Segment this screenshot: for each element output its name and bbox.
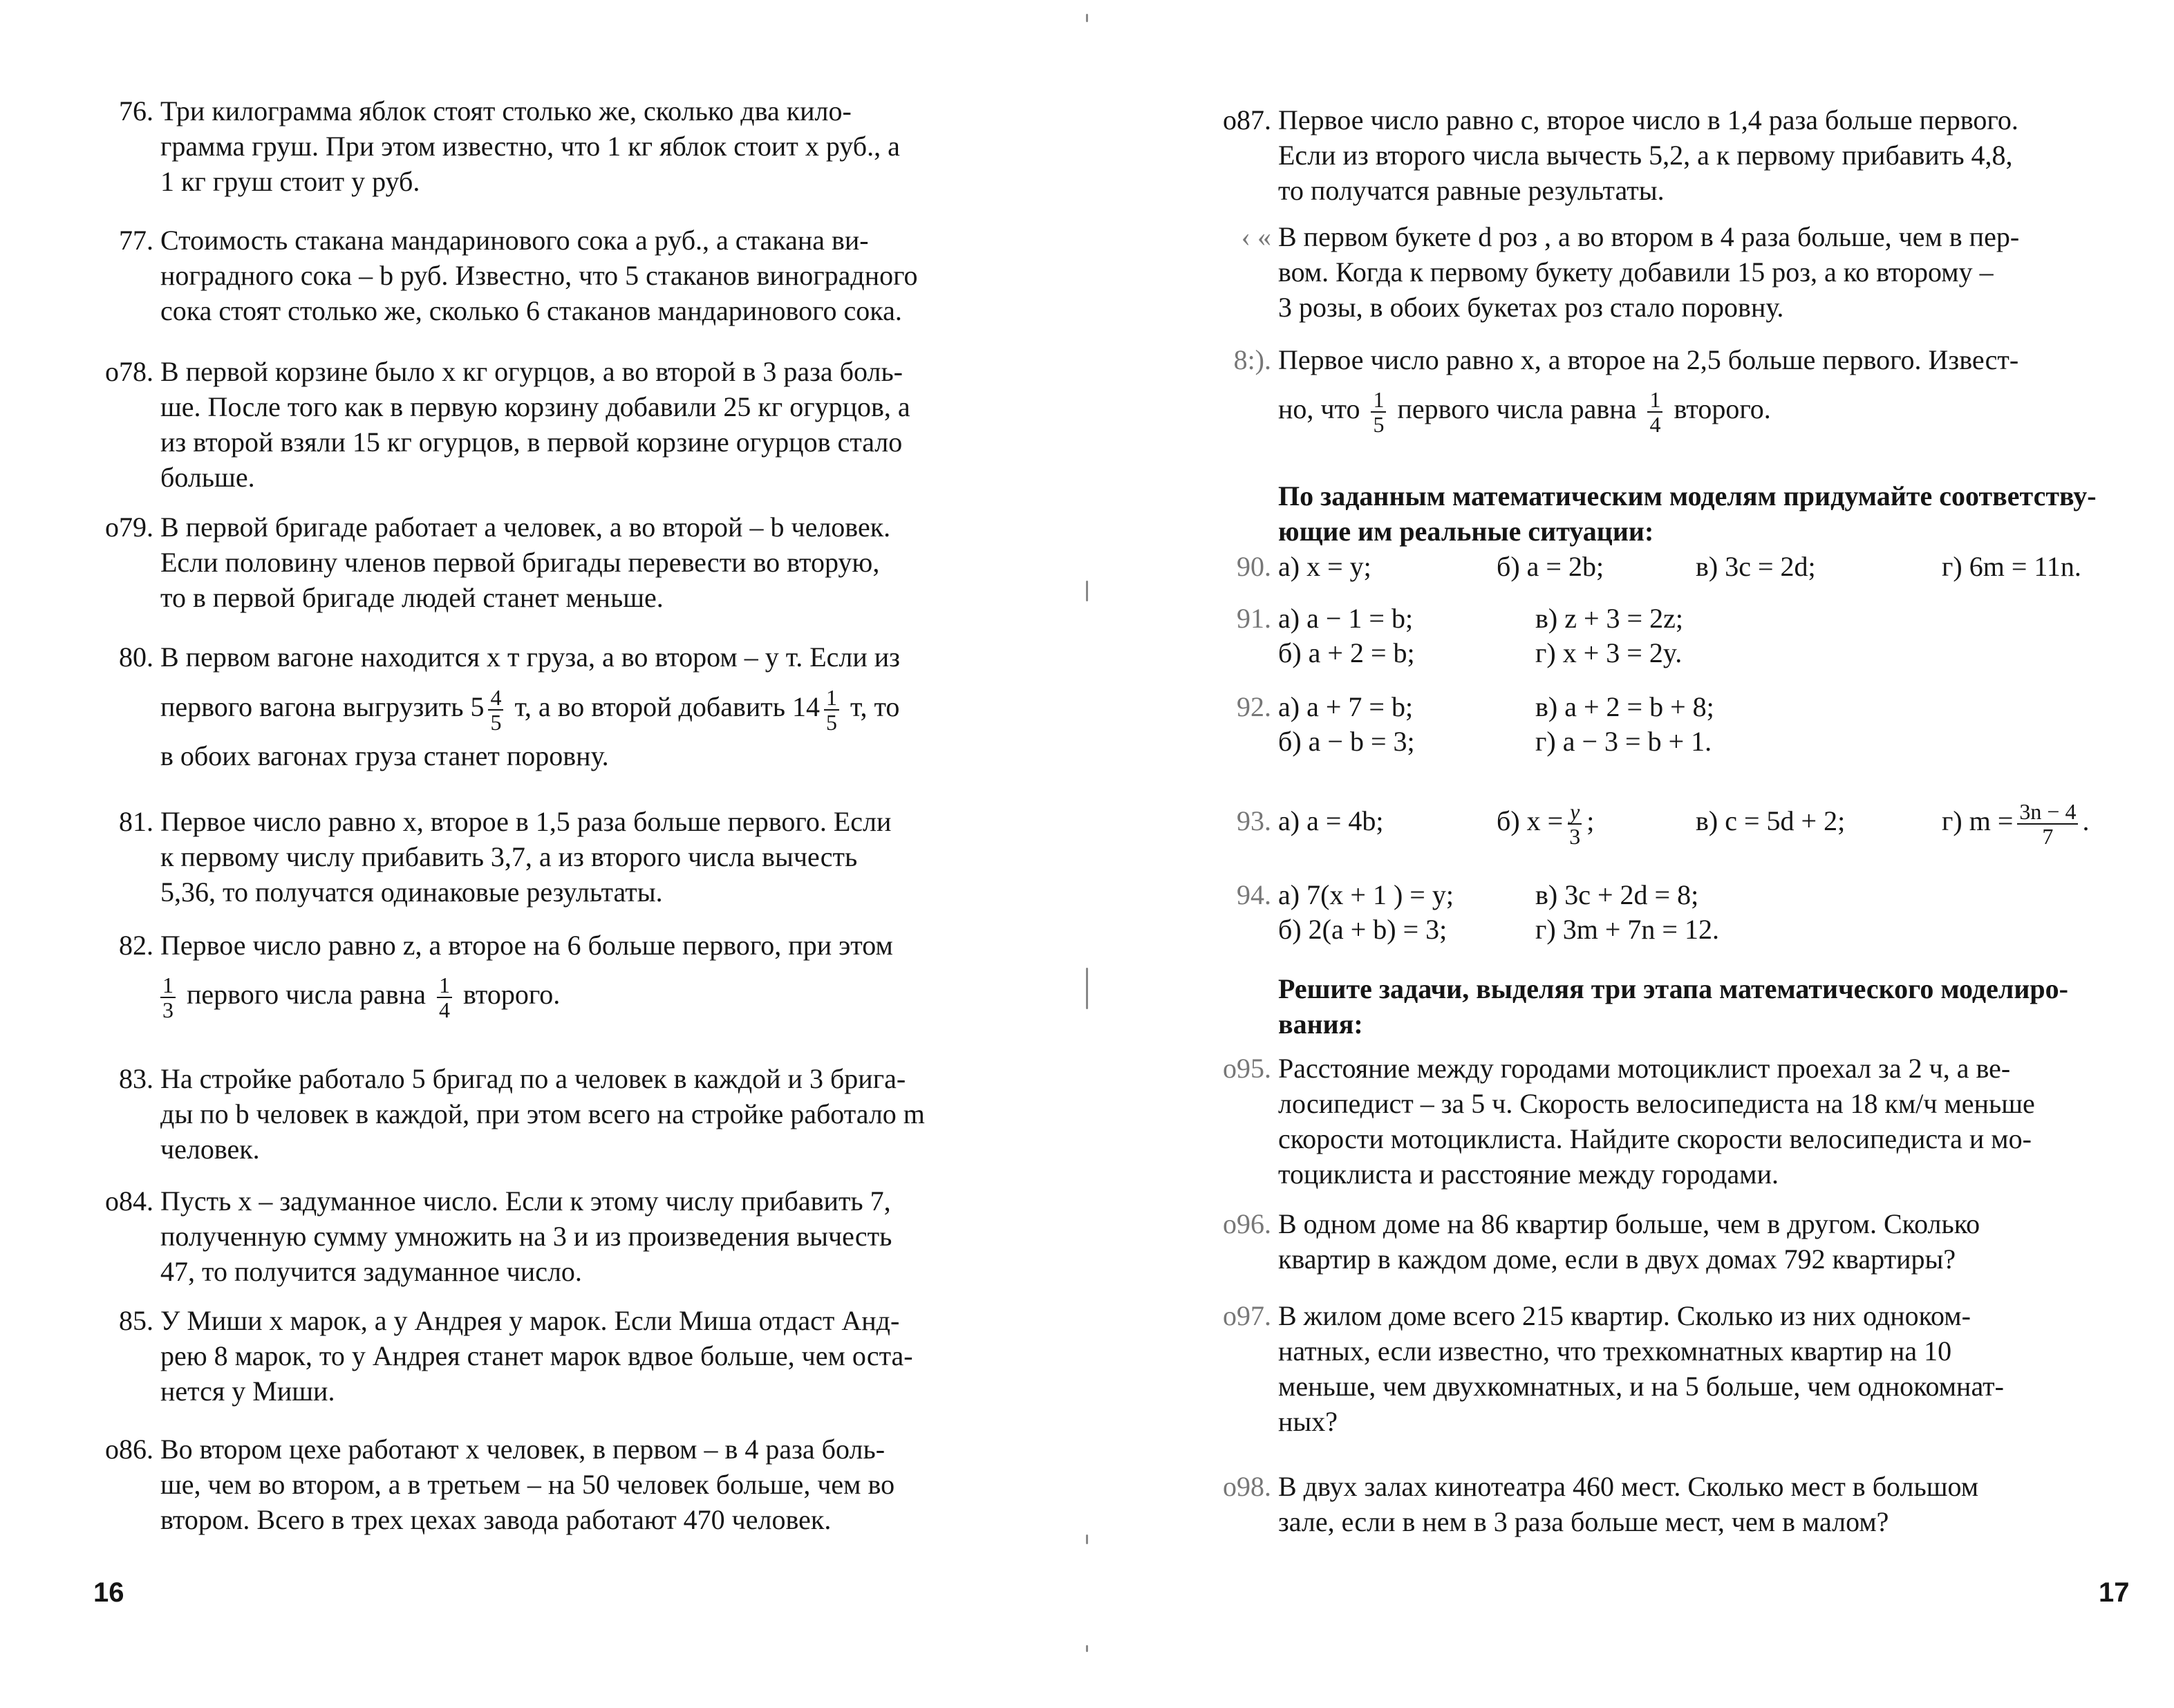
problem-number: ‹ « bbox=[1241, 221, 1271, 252]
equation-b: б) a − b = 3; bbox=[1278, 726, 1415, 757]
equation-b bbox=[1497, 794, 1594, 849]
problem-text-line: зале, если в нем в 3 раза больше мест, чем в малом? bbox=[1278, 1506, 1889, 1537]
fraction-denominator: 5 bbox=[826, 709, 837, 735]
problem-number: 8:). bbox=[1233, 344, 1271, 375]
exercise-91 bbox=[1237, 601, 2149, 670]
equation-c: в) c = 5d + 2; bbox=[1696, 805, 1846, 836]
problem-number: 90. bbox=[1237, 551, 1271, 582]
problem-79 bbox=[105, 509, 1024, 615]
problem-85 bbox=[119, 1303, 1024, 1409]
fraction-numerator: y bbox=[1568, 800, 1582, 825]
equation-c: в) z + 3 = 2z; bbox=[1535, 603, 1683, 634]
problem-80 bbox=[119, 639, 1024, 773]
equation-b: б) a + 2 = b; bbox=[1278, 637, 1415, 668]
instruction-line: По заданным математическим моделям придумайте соответству- bbox=[1278, 480, 2097, 512]
page-number: 17 bbox=[2099, 1577, 2130, 1608]
problem-text-line: У Миши x марок, а у Андрея y марок. Если Миша отдаст Анд- bbox=[160, 1305, 900, 1336]
exercise-94 bbox=[1237, 878, 2149, 947]
fraction-denominator: 7 bbox=[2042, 823, 2054, 849]
equation-a: а) a = 4b; bbox=[1278, 805, 1384, 836]
problem-number: 83. bbox=[119, 1063, 153, 1094]
problem-text-line bbox=[160, 970, 1024, 1022]
problem-text-line: рею 8 марок, то у Андрея станет марок вдвое больше, чем оста- bbox=[160, 1340, 913, 1371]
problem-text-line bbox=[1278, 384, 2135, 436]
instruction-line: ющие им реальные ситуации: bbox=[1278, 516, 1654, 547]
problem-text-line: Если из второго числа вычесть 5,2, а к первому прибавить 4,8, bbox=[1278, 140, 2013, 171]
fraction bbox=[1567, 800, 1582, 848]
problem-text-line: В жилом доме всего 215 квартир. Сколько из них одноком- bbox=[1278, 1300, 1971, 1331]
instruction-line: вания: bbox=[1278, 1008, 1363, 1040]
fraction-denominator: 4 bbox=[438, 997, 450, 1022]
problem-number: о87. bbox=[1223, 104, 1271, 135]
fraction-numerator: 3n − 4 bbox=[2017, 800, 2078, 825]
problem-text-line: Если половину членов первой бригады перевести во вторую, bbox=[160, 547, 880, 578]
exercise-92 bbox=[1237, 690, 2149, 759]
problem-text-line: На стройке работало 5 бригад по a человек в каждой и 3 брига- bbox=[160, 1063, 906, 1094]
equation-d: г) a − 3 = b + 1. bbox=[1535, 726, 1712, 757]
problem-81 bbox=[119, 804, 1024, 910]
text-fragment: т, то bbox=[850, 691, 900, 722]
problem-number: о96. bbox=[1223, 1208, 1271, 1239]
problem-77 bbox=[119, 223, 1024, 328]
problem-text-line: из второй взяли 15 кг огурцов, в первой корзине огурцов стало bbox=[160, 426, 903, 458]
equation-d bbox=[1942, 794, 2089, 849]
fraction-denominator: 3 bbox=[1569, 823, 1581, 849]
problem-text-line: 5,36, то получатся одинаковые результаты. bbox=[160, 876, 663, 908]
problem-text-line: ных? bbox=[1278, 1406, 1338, 1437]
right-page bbox=[1087, 0, 2174, 1708]
fraction bbox=[1371, 388, 1386, 436]
problem-text-line: то в первой бригаде людей станет меньше. bbox=[160, 582, 664, 613]
problem-number: 76. bbox=[119, 95, 153, 126]
problem-text-line: Первое число равно x, а второе на 2,5 больше первого. Извест- bbox=[1278, 344, 2019, 375]
page-number: 16 bbox=[93, 1577, 124, 1608]
problem-number: о84. bbox=[105, 1185, 153, 1217]
fraction bbox=[824, 686, 839, 734]
equation-d: г) x + 3 = 2y. bbox=[1535, 637, 1683, 668]
fraction bbox=[2017, 800, 2078, 848]
problem-96 bbox=[1223, 1206, 2135, 1277]
problem-number: 92. bbox=[1237, 691, 1271, 722]
text-fragment: но, что bbox=[1278, 393, 1360, 424]
fraction-denominator: 3 bbox=[162, 997, 174, 1022]
fraction-numerator: 1 bbox=[824, 686, 839, 711]
problem-text-line: Три килограмма яблок стоят столько же, сколько два кило- bbox=[160, 95, 852, 126]
problem-text-line: полученную сумму умножить на 3 и из произведения вычесть bbox=[160, 1221, 892, 1252]
problem-76 bbox=[119, 93, 1024, 199]
problem-number: 81. bbox=[119, 806, 153, 837]
problem-number: о98. bbox=[1223, 1471, 1271, 1502]
problem-95 bbox=[1223, 1051, 2135, 1192]
problem-text-line bbox=[160, 683, 1024, 734]
fraction bbox=[437, 973, 452, 1022]
problem-number: о78. bbox=[105, 356, 153, 387]
problem-text-line: тоциклиста и расстояние между городами. bbox=[1278, 1158, 1779, 1190]
equation-b: б) 2(a + b) = 3; bbox=[1278, 914, 1447, 945]
problem-text-line: скорости мотоциклиста. Найдите скорости велосипедиста и мо- bbox=[1278, 1123, 2032, 1154]
equation-a: а) a + 7 = b; bbox=[1278, 691, 1414, 722]
text-fragment: т, а во второй добавить bbox=[514, 691, 785, 722]
fraction-denominator: 4 bbox=[1649, 411, 1661, 437]
fraction bbox=[488, 686, 503, 734]
problem-text-line: В первом букете d роз , а во втором в 4 раза больше, чем в пер- bbox=[1278, 221, 2020, 252]
problem-text-line: В первой бригаде работает a человек, а во второй – b человек. bbox=[160, 512, 891, 543]
problem-98 bbox=[1223, 1469, 2135, 1539]
problem-text-line: ды по b человек в каждой, при этом всего на стройке работало m bbox=[160, 1098, 925, 1129]
problem-97 bbox=[1223, 1298, 2135, 1439]
problem-number: 91. bbox=[1237, 603, 1271, 634]
problem-number: о95. bbox=[1223, 1053, 1271, 1084]
section-instruction-models bbox=[1278, 478, 2135, 549]
equation-b: б) a = 2b; bbox=[1497, 551, 1604, 582]
equation-c: в) 3c + 2d = 8; bbox=[1535, 879, 1699, 910]
fraction-numerator: 1 bbox=[437, 973, 452, 998]
problem-78 bbox=[105, 354, 1024, 495]
problem-88 bbox=[1241, 219, 2135, 325]
text-fragment: первого числа равна bbox=[187, 979, 426, 1010]
problem-text-line: Стоимость стакана мандаринового сока a руб., а стакана ви- bbox=[160, 225, 869, 256]
section-instruction-modeling bbox=[1278, 971, 2135, 1042]
problem-text-line: лосипедист – за 5 ч. Скорость велосипедиста на 18 км/ч меньше bbox=[1278, 1088, 2035, 1119]
text-fragment: г) m = bbox=[1942, 805, 2014, 836]
problem-number: 80. bbox=[119, 641, 153, 673]
fraction-denominator: 5 bbox=[1373, 411, 1385, 437]
problem-number: 94. bbox=[1237, 879, 1271, 910]
problem-number: 93. bbox=[1237, 805, 1271, 836]
problem-text-line: Во втором цехе работают x человек, в первом – в 4 раза боль- bbox=[160, 1434, 885, 1465]
problem-text-line: Первое число равно c, второе число в 1,4 раза больше первого. bbox=[1278, 104, 2018, 135]
problem-text-line: 1 кг груш стоит y руб. bbox=[160, 166, 420, 197]
problem-87 bbox=[1223, 102, 2135, 208]
problem-text-line: В первой корзине было x кг огурцов, а во второй в 3 раза боль- bbox=[160, 356, 903, 387]
problem-text-line: Первое число равно z, а второе на 6 больше первого, при этом bbox=[160, 930, 893, 961]
problem-text-line: 47, то получится задуманное число. bbox=[160, 1256, 582, 1287]
fraction-numerator: 4 bbox=[488, 686, 503, 711]
problem-text-line: меньше, чем двухкомнатных, и на 5 больше, чем однокомнат- bbox=[1278, 1371, 2004, 1402]
problem-text-line: нется у Миши. bbox=[160, 1376, 335, 1407]
problem-text-line: человек. bbox=[160, 1134, 260, 1165]
problem-text-line: сока стоят столько же, сколько 6 стаканов мандаринового сока. bbox=[160, 295, 902, 326]
problem-text-line: Расстояние между городами мотоциклист проехал за 2 ч, а ве- bbox=[1278, 1053, 2011, 1084]
problem-86 bbox=[105, 1432, 1024, 1537]
problem-89 bbox=[1233, 342, 2135, 437]
text-fragment: первого числа равна bbox=[1397, 393, 1637, 424]
equation-a: а) x = y; bbox=[1278, 551, 1371, 582]
problem-text-line: В первом вагоне находится x т груза, а во втором – y т. Если из bbox=[160, 641, 900, 673]
equation-d: г) 3m + 7n = 12. bbox=[1535, 914, 1719, 945]
fraction-numerator: 1 bbox=[1647, 388, 1662, 413]
problem-text-line: Пусть x – задуманное число. Если к этому числу прибавить 7, bbox=[160, 1185, 891, 1217]
fraction bbox=[160, 973, 176, 1022]
problem-text-line: В двух залах кинотеатра 460 мест. Сколько мест в большом bbox=[1278, 1471, 1979, 1502]
text-fragment: первого вагона выгрузить bbox=[160, 691, 464, 722]
text-fragment: второго. bbox=[462, 979, 561, 1010]
problem-text-line: квартир в каждом доме, если в двух домах 792 квартиры? bbox=[1278, 1244, 1956, 1275]
problem-84 bbox=[105, 1183, 1024, 1289]
instruction-line: Решите задачи, выделяя три этапа математического моделиро- bbox=[1278, 973, 2068, 1004]
problem-text-line: 3 розы, в обоих букетах роз стало поровну. bbox=[1278, 292, 1784, 323]
problem-text-line: Первое число равно x, второе в 1,5 раза больше первого. Если bbox=[160, 806, 892, 837]
text-fragment: б) x = bbox=[1497, 805, 1564, 836]
problem-text-line: вом. Когда к первому букету добавили 15 роз, а ко второму – bbox=[1278, 256, 1994, 288]
exercise-90 bbox=[1237, 550, 2149, 584]
mixed-number-whole: 14 bbox=[792, 691, 820, 722]
equation-a: а) 7(x + 1 ) = y; bbox=[1278, 879, 1454, 910]
fraction-numerator: 1 bbox=[1371, 388, 1386, 413]
text-fragment: второго. bbox=[1674, 393, 1771, 424]
fraction bbox=[1647, 388, 1662, 436]
fraction-denominator: 5 bbox=[490, 709, 502, 735]
equation-c: в) a + 2 = b + 8; bbox=[1535, 691, 1714, 722]
problem-text-line: грамма груш. При этом известно, что 1 кг яблок стоит x руб., а bbox=[160, 131, 900, 162]
problem-text-line: в обоих вагонах груза станет поровну. bbox=[160, 740, 609, 771]
problem-text-line: ше, чем во втором, а в третьем – на 50 человек больше, чем во bbox=[160, 1469, 895, 1500]
problem-text-line: то получатся равные результаты. bbox=[1278, 175, 1665, 206]
problem-text-line: к первому числу прибавить 3,7, а из второго числа вычесть bbox=[160, 841, 858, 872]
equation-c: в) 3c = 2d; bbox=[1696, 551, 1816, 582]
exercise-93 bbox=[1237, 794, 2149, 849]
problem-82 bbox=[119, 928, 1024, 1022]
problem-text-line: больше. bbox=[160, 462, 255, 493]
equation-d: г) 6m = 11n. bbox=[1942, 551, 2081, 582]
problem-text-line: ше. После того как в первую корзину добавили 25 кг огурцов, а bbox=[160, 391, 910, 422]
fraction-numerator: 1 bbox=[160, 973, 176, 998]
equation-a: а) a − 1 = b; bbox=[1278, 603, 1414, 634]
problem-83 bbox=[119, 1061, 1024, 1167]
problem-text-line: В одном доме на 86 квартир больше, чем в другом. Сколько bbox=[1278, 1208, 1980, 1239]
problem-number: о79. bbox=[105, 512, 153, 543]
problem-number: 85. bbox=[119, 1305, 153, 1336]
problem-text-line: втором. Всего в трех цехах завода работают 470 человек. bbox=[160, 1504, 832, 1535]
problem-text-line: натных, если известно, что трехкомнатных квартир на 10 bbox=[1278, 1335, 1952, 1367]
text-fragment: . bbox=[2082, 805, 2090, 836]
problem-number: 77. bbox=[119, 225, 153, 256]
problem-text-line: ноградного сока – b руб. Известно, что 5 стаканов виноградного bbox=[160, 260, 918, 291]
mixed-number-whole: 5 bbox=[470, 691, 485, 722]
problem-number: о86. bbox=[105, 1434, 153, 1465]
text-fragment: ; bbox=[1586, 805, 1595, 836]
problem-number: о97. bbox=[1223, 1300, 1271, 1331]
problem-number: 82. bbox=[119, 930, 153, 961]
